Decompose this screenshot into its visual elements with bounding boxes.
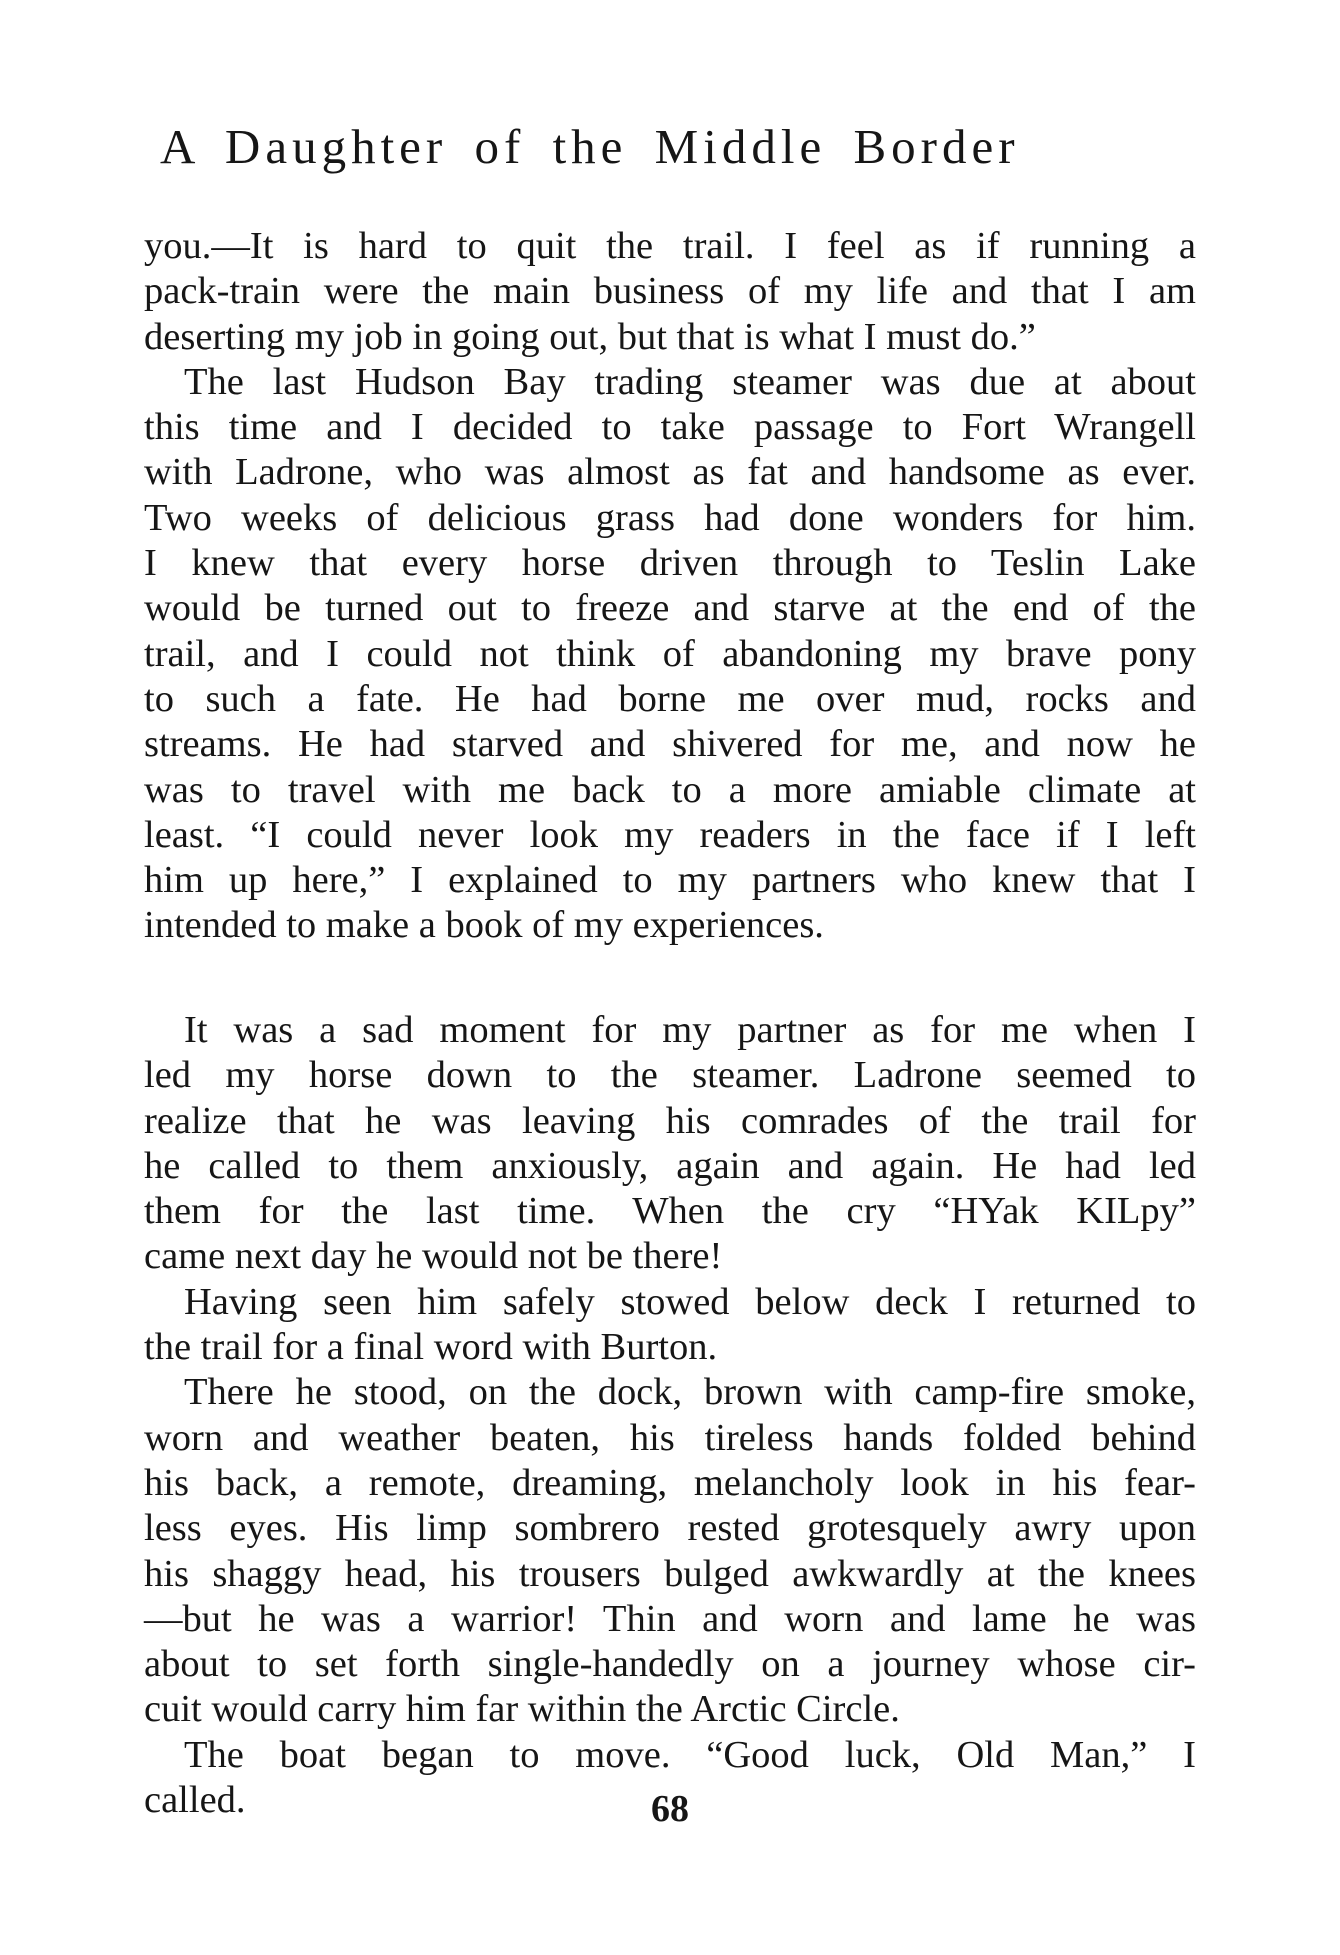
text-line: streams. He had starved and shivered for me, and now he xyxy=(144,723,1196,766)
text-line: I knew that every horse driven through to Teslin Lake xyxy=(144,542,1196,585)
text-line: came next day he would not be there! xyxy=(144,1235,723,1278)
body-text-bottom xyxy=(144,1008,1196,1823)
text-line: realize that he was leaving his comrades of the trail for xyxy=(144,1099,1196,1142)
text-line: his back, a remote, dreaming, melancholy look in his fear- xyxy=(144,1461,1196,1504)
paragraph xyxy=(144,224,1196,360)
text-line: the trail for a final word with Burton. xyxy=(144,1326,718,1369)
text-line: was to travel with me back to a more amiable climate at xyxy=(144,768,1196,811)
text-line: deserting my job in going out, but that is what I must do.” xyxy=(144,315,1036,358)
paragraph xyxy=(144,1370,1196,1732)
text-line: he called to them anxiously, again and again. He had led xyxy=(144,1144,1196,1187)
text-line: less eyes. His limp sombrero rested grotesquely awry upon xyxy=(144,1507,1196,1550)
text-line: with Ladrone, who was almost as fat and handsome as ever. xyxy=(144,451,1196,494)
text-line: It was a sad moment for my partner as for me when I xyxy=(184,1009,1196,1051)
text-line: called. xyxy=(144,1779,246,1822)
text-line: least. “I could never look my readers in the face if I left xyxy=(144,813,1196,856)
page-number: 68 xyxy=(651,1788,689,1830)
text-line: trail, and I could not think of abandoning my brave pony xyxy=(144,632,1196,675)
text-line: intended to make a book of my experiences. xyxy=(144,904,824,947)
text-line: cuit would carry him far within the Arctic Circle. xyxy=(144,1688,900,1731)
text-line: would be turned out to freeze and starve at the end of the xyxy=(144,587,1196,630)
text-line: him up here,” I explained to my partners who knew that I xyxy=(144,859,1196,902)
text-line: Two weeks of delicious grass had done wonders for him. xyxy=(144,496,1196,539)
body-text-top xyxy=(144,224,1196,949)
paragraph xyxy=(144,360,1196,949)
text-line: you.—It is hard to quit the trail. I feel as if running a xyxy=(144,225,1196,267)
text-line: about to set forth single-handedly on a journey whose cir- xyxy=(144,1643,1196,1686)
text-line: The last Hudson Bay trading steamer was due at about xyxy=(184,360,1196,403)
text-line: —but he was a warrior! Thin and worn and lame he was xyxy=(144,1597,1196,1640)
text-line: led my horse down to the steamer. Ladrone seemed to xyxy=(144,1054,1196,1097)
text-line: There he stood, on the dock, brown with camp-fire smoke, xyxy=(184,1371,1196,1414)
running-head: A Daughter of the Middle Border xyxy=(160,119,1020,174)
text-line: Having seen him safely stowed below deck I returned to xyxy=(184,1280,1196,1323)
text-line: his shaggy head, his trousers bulged awkwardly at the knees xyxy=(144,1552,1196,1595)
paragraph xyxy=(144,1008,1196,1280)
text-line: this time and I decided to take passage to Fort Wrangell xyxy=(144,406,1196,449)
text-line: The boat began to move. “Good luck, Old Man,” I xyxy=(184,1733,1196,1776)
text-line: worn and weather beaten, his tireless hands folded behind xyxy=(144,1416,1196,1459)
text-line: them for the last time. When the cry “HYak KILpy” xyxy=(144,1190,1196,1233)
text-line: pack-train were the main business of my life and that I am xyxy=(144,270,1196,313)
text-line: to such a fate. He had borne me over mud, rocks and xyxy=(144,677,1196,720)
paragraph xyxy=(144,1280,1196,1371)
